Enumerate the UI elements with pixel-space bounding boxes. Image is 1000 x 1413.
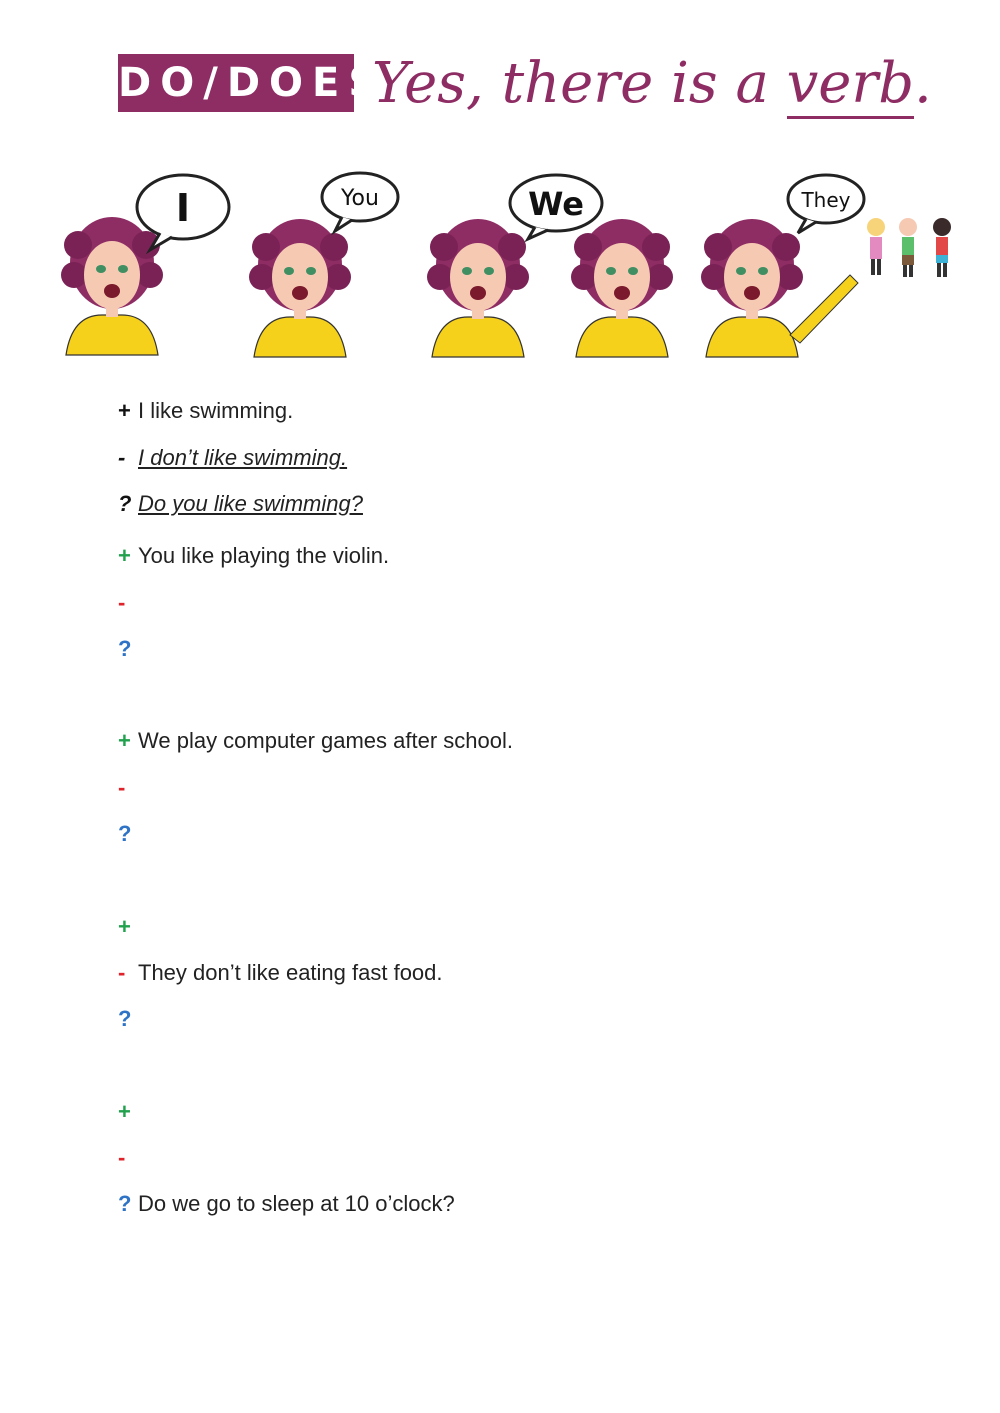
question-symbol: ? <box>118 1006 132 1031</box>
title-script-end: . <box>914 51 932 116</box>
figure-we <box>427 175 673 357</box>
example-plus <box>118 396 293 426</box>
exercise-2-minus <box>118 773 138 803</box>
title-script-main: Yes, there is a <box>372 51 787 116</box>
title-badge: DO/DOES <box>118 54 354 112</box>
example-question <box>118 489 363 519</box>
speech-bubble-i: I <box>175 186 191 230</box>
plus-symbol: + <box>118 728 131 753</box>
exercise-4-minus <box>118 1143 138 1173</box>
plus-symbol: + <box>118 398 131 423</box>
figure-they <box>701 175 951 357</box>
speech-bubble-you: You <box>341 186 379 211</box>
children-group-icon <box>867 218 951 277</box>
pronoun-illustrations <box>0 165 1000 365</box>
example-minus-text: I don’t like swimming. <box>138 445 348 470</box>
exercise-2-plus <box>118 726 513 756</box>
exercise-4-plus <box>118 1097 138 1127</box>
minus-symbol: - <box>118 1145 126 1170</box>
plus-symbol: + <box>118 1099 131 1124</box>
title-block <box>118 51 932 134</box>
figure-i <box>61 175 229 355</box>
minus-symbol: - <box>118 445 126 470</box>
speech-bubble-they: They <box>801 188 851 212</box>
exercise-4-question-text: Do we go to sleep at 10 o’clock? <box>138 1191 455 1216</box>
exercise-3-question <box>118 1004 138 1034</box>
plus-symbol: + <box>118 543 131 568</box>
exercise-4-question <box>118 1189 455 1219</box>
figure-you <box>249 173 398 357</box>
exercise-3-minus <box>118 958 443 988</box>
exercise-3-plus <box>118 912 138 942</box>
exercise-1-plus-text: You like playing the violin. <box>138 543 390 568</box>
exercise-2-question <box>118 819 138 849</box>
question-symbol: ? <box>118 636 132 661</box>
plus-symbol: + <box>118 914 131 939</box>
minus-symbol: - <box>118 960 126 985</box>
question-symbol: ? <box>118 491 132 516</box>
speech-bubble-we: We <box>528 185 584 223</box>
example-question-text: Do you like swimming? <box>138 491 363 516</box>
example-minus <box>118 443 347 473</box>
exercise-1-question <box>118 634 138 664</box>
exercise-1-minus <box>118 588 138 618</box>
minus-symbol: - <box>118 775 126 800</box>
exercise-3-minus-text: They don’t like eating fast food. <box>138 960 443 985</box>
title-script <box>372 46 932 122</box>
example-plus-text: I like swimming. <box>138 398 294 423</box>
question-symbol: ? <box>118 821 132 846</box>
exercise-1-plus <box>118 541 389 571</box>
question-symbol: ? <box>118 1191 132 1216</box>
title-script-underlined: verb <box>787 51 914 119</box>
minus-symbol: - <box>118 590 126 615</box>
exercise-2-plus-text: We play computer games after school. <box>138 728 513 753</box>
